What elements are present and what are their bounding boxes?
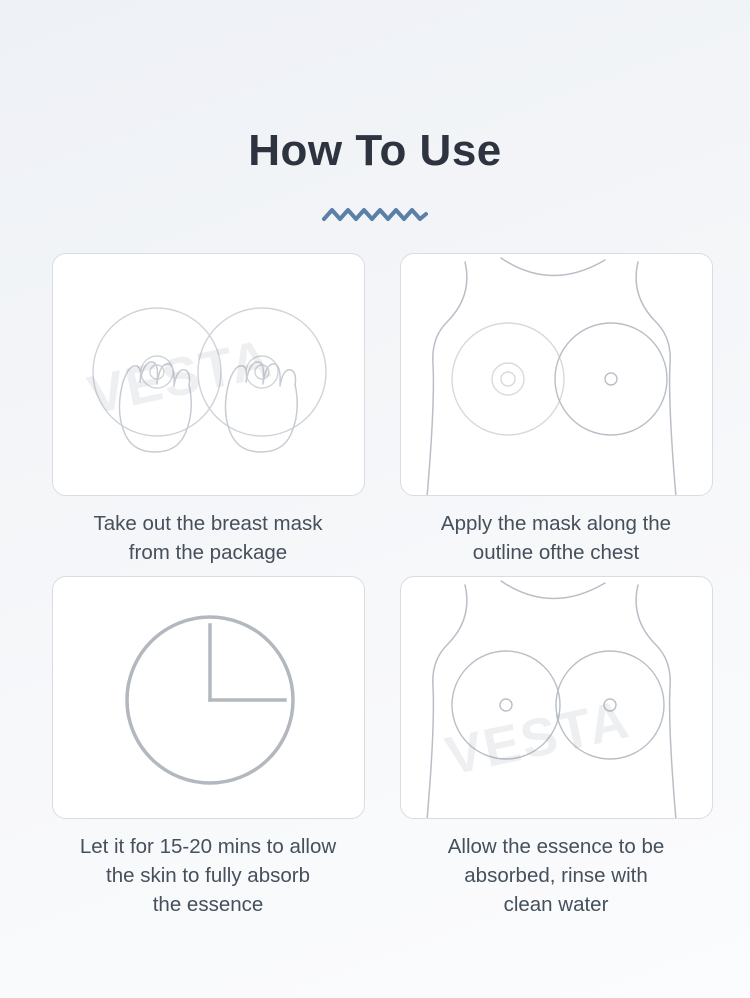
step-1-caption: [48, 509, 368, 567]
applying-mask-to-chest-icon: [401, 254, 713, 496]
step-4-caption: [396, 832, 716, 919]
step-2-caption: [396, 509, 716, 567]
step-3-caption-line-3: the essence: [152, 892, 264, 916]
step-2-caption-line-1: Apply the mask along the: [440, 512, 672, 536]
step-1-caption-line-2: from the package: [128, 541, 288, 565]
step-3-illustration: [52, 576, 365, 819]
step-card-1: [48, 253, 368, 567]
how-to-use-page: [0, 29, 750, 998]
step-3-caption-line-2: the skin to fully absorb: [106, 863, 310, 887]
step-2-caption-line-2: outline ofthe chest: [472, 541, 640, 565]
step-card-2: [396, 253, 716, 567]
step-3-caption: [48, 832, 368, 919]
page-title: How To Use: [248, 126, 502, 176]
step-4-caption-line-1: Allow the essence to be: [447, 834, 665, 858]
step-2-illustration: [400, 253, 713, 496]
step-3-caption-line-1: Let it for 15-20 mins to allow: [79, 834, 337, 858]
essence-absorbed-chest-icon: [401, 577, 713, 819]
clock-timer-icon: [53, 577, 365, 819]
hands-peeling-breast-mask-icon: [53, 254, 365, 496]
zigzag-divider-icon: [320, 205, 430, 227]
watermark-vesta: VESTA: [82, 328, 277, 427]
step-4-caption-line-2: absorbed, rinse with: [464, 863, 648, 887]
step-4-illustration: [400, 576, 713, 819]
step-card-4: [396, 576, 716, 919]
step-1-illustration: [52, 253, 365, 496]
watermark-vesta: VESTA: [440, 688, 635, 787]
step-4-caption-line-3: clean water: [503, 892, 609, 916]
step-card-3: [48, 576, 368, 919]
steps-grid: [48, 253, 702, 919]
step-1-caption-line-1: Take out the breast mask: [93, 512, 323, 536]
